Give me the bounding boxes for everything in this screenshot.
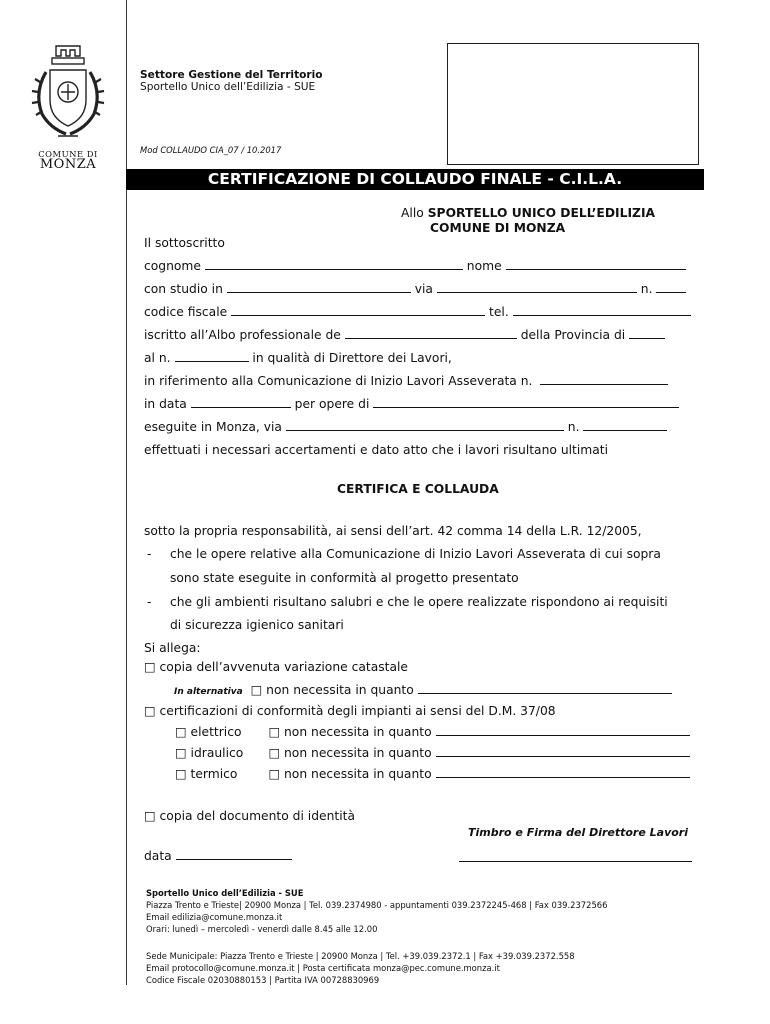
- bullet-1-line2: sono state eseguite in conformità al progetto presentato: [170, 571, 519, 585]
- signature-caption: Timbro e Firma del Direttore Lavori: [468, 826, 688, 839]
- row-termico: [175, 767, 690, 781]
- idraulico-reason-field[interactable]: [436, 756, 690, 757]
- termico-reason-field[interactable]: [436, 777, 690, 778]
- row-riferimento: [144, 374, 668, 388]
- office-label: Sportello Unico dell’Edilizia - SUE: [140, 81, 316, 93]
- bullet-dash-1: -: [147, 547, 152, 561]
- cila-number-field[interactable]: [540, 384, 668, 385]
- elettrico-nn-checkbox[interactable]: □: [268, 725, 281, 739]
- monza-coat-of-arms: [28, 42, 108, 162]
- addressee-prefix: Allo: [401, 206, 424, 220]
- alternativa-label: In alternativa: [174, 687, 243, 697]
- provincia-label: della Provincia di: [520, 328, 626, 342]
- idraulico-non-necessita: non necessita in quanto: [284, 746, 432, 760]
- qualita-label: in qualità di Direttore dei Lavori,: [252, 351, 452, 365]
- row-elettrico: [175, 725, 690, 739]
- mod-code: Mod COLLAUDO CIA_07 / 10.2017: [140, 145, 282, 155]
- certificazioni-label: certificazioni di conformità degli impianti ai sensi del D.M. 37/08: [159, 704, 556, 718]
- nome-label: nome: [466, 259, 502, 273]
- eseguite-via-field[interactable]: [286, 430, 564, 431]
- identita-label: copia del documento di identità: [159, 809, 355, 823]
- per-opere-field[interactable]: [373, 407, 679, 408]
- nome-field[interactable]: [506, 269, 686, 270]
- logo-caption-top: COMUNE DI: [38, 149, 98, 159]
- bullet-1-line1: che le opere relative alla Comunicazione di Inizio Lavori Asseverata di cui sopra: [170, 547, 661, 561]
- row-albo: [144, 328, 665, 342]
- addressee-office: SPORTELLO UNICO DELL’EDILIZIA: [427, 206, 656, 220]
- footer-title: Sportello Unico dell’Edilizia - SUE: [146, 888, 304, 898]
- row-data: [144, 397, 679, 411]
- civico-field[interactable]: [656, 292, 686, 293]
- riferimento-label: in riferimento alla Comunicazione di Inizio Lavori Asseverata n.: [144, 374, 533, 388]
- in-data-field[interactable]: [191, 407, 291, 408]
- row-identita: [144, 809, 355, 823]
- provincia-field[interactable]: [629, 338, 665, 339]
- termico-label: termico: [190, 767, 238, 781]
- albo-label: iscritto all’Albo professionale de: [144, 328, 341, 342]
- logo-caption-name: MONZA: [39, 157, 97, 173]
- elettrico-reason-field[interactable]: [436, 735, 690, 736]
- alternativa-reason-field[interactable]: [418, 693, 672, 694]
- elettrico-non-necessita: non necessita in quanto: [284, 725, 432, 739]
- idraulico-nn-checkbox[interactable]: □: [268, 746, 281, 760]
- date-label: data: [144, 849, 172, 863]
- row-catastale: [144, 660, 408, 674]
- tel-field[interactable]: [513, 315, 691, 316]
- elettrico-checkbox[interactable]: □: [175, 725, 187, 739]
- civico-label: n.: [640, 282, 653, 296]
- bullet-dash-2: -: [147, 595, 152, 609]
- cognome-label: cognome: [144, 259, 201, 273]
- elettrico-label: elettrico: [190, 725, 242, 739]
- footer-municipal: Sede Municipale: Piazza Trento e Trieste | 20900 Monza | Tel. +39.039.2372.1 | Fax +39.039.2372.558: [146, 951, 575, 961]
- date-field[interactable]: [176, 859, 292, 860]
- footer-fiscal: Codice Fiscale 02030880153 | Partita IVA 00728830969: [146, 975, 380, 985]
- sector-label: Settore Gestione del Territorio: [140, 69, 323, 81]
- row-al-n: [144, 351, 452, 365]
- document-title: CERTIFICAZIONE DI COLLAUDO FINALE - C.I.L.A.: [126, 169, 704, 190]
- footer-pec: Email protocollo@comune.monza.it | Posta certificata monza@pec.comune.monza.it: [146, 963, 500, 973]
- bullet-2-line1: che gli ambienti risultano salubri e che le opere realizzate rispondono ai requisiti: [170, 595, 668, 609]
- catastale-label: copia dell’avvenuta variazione catastale: [159, 660, 409, 674]
- footer-address: Piazza Trento e Trieste| 20900 Monza | Tel. 039.2374980 - appuntamenti 039.2372245-468 | Fax 039.2372566: [146, 900, 608, 910]
- per-opere-label: per opere di: [294, 397, 370, 411]
- cognome-field[interactable]: [205, 269, 463, 270]
- alternativa-checkbox[interactable]: □: [250, 683, 263, 697]
- row-eseguite: [144, 420, 667, 434]
- studio-field[interactable]: [227, 292, 411, 293]
- in-data-label: in data: [144, 397, 187, 411]
- body-intro: sotto la propria responsabilità, ai sensi dell’art. 42 comma 14 della L.R. 12/2005,: [144, 524, 642, 538]
- row-cognome: [144, 259, 686, 273]
- signature-field[interactable]: [459, 861, 692, 862]
- idraulico-label: idraulico: [190, 746, 244, 760]
- al-n-label: al n.: [144, 351, 171, 365]
- identita-checkbox[interactable]: □: [144, 809, 156, 823]
- certificazioni-checkbox[interactable]: □: [144, 704, 156, 718]
- row-date: [144, 849, 292, 863]
- n2-label: n.: [567, 420, 580, 434]
- eseguite-label: eseguite in Monza, via: [144, 420, 282, 434]
- footer-email: Email edilizia@comune.monza.it: [146, 912, 283, 922]
- alternativa-non-necessita: non necessita in quanto: [266, 683, 414, 697]
- idraulico-checkbox[interactable]: □: [175, 746, 187, 760]
- catastale-checkbox[interactable]: □: [144, 660, 156, 674]
- protocol-stamp-box: [447, 43, 699, 165]
- studio-label: con studio in: [144, 282, 223, 296]
- termico-checkbox[interactable]: □: [175, 767, 187, 781]
- row-certificazioni: [144, 704, 556, 718]
- termico-nn-checkbox[interactable]: □: [268, 767, 281, 781]
- sottoscritto-label: Il sottoscritto: [144, 236, 225, 250]
- row-alternativa: [174, 683, 672, 697]
- al-n-field[interactable]: [175, 361, 249, 362]
- via-label: via: [414, 282, 433, 296]
- tel-label: tel.: [489, 305, 509, 319]
- certifica-heading: CERTIFICA E COLLAUDA: [337, 482, 499, 496]
- row-idraulico: [175, 746, 690, 760]
- row-studio: [144, 282, 686, 296]
- margin-line: [126, 0, 127, 985]
- via-field[interactable]: [437, 292, 637, 293]
- eseguite-civico-field[interactable]: [583, 430, 667, 431]
- addressee-line1: [401, 206, 655, 220]
- termico-non-necessita: non necessita in quanto: [284, 767, 432, 781]
- albo-field[interactable]: [345, 338, 517, 339]
- addressee-city: COMUNE DI MONZA: [430, 221, 566, 235]
- effettuati-text: effettuati i necessari accertamenti e dato atto che i lavori risultano ultimati: [144, 443, 609, 457]
- cf-field[interactable]: [231, 315, 485, 316]
- logo-caption: [0, 150, 136, 171]
- bullet-2-line2: di sicurezza igienico sanitari: [170, 618, 344, 632]
- allega-title: Si allega:: [144, 641, 201, 655]
- row-codice-fiscale: [144, 305, 691, 319]
- footer-hours: Orari: lunedì – mercoledì - venerdì dalle 8.45 alle 12.00: [146, 924, 378, 934]
- cf-label: codice fiscale: [144, 305, 228, 319]
